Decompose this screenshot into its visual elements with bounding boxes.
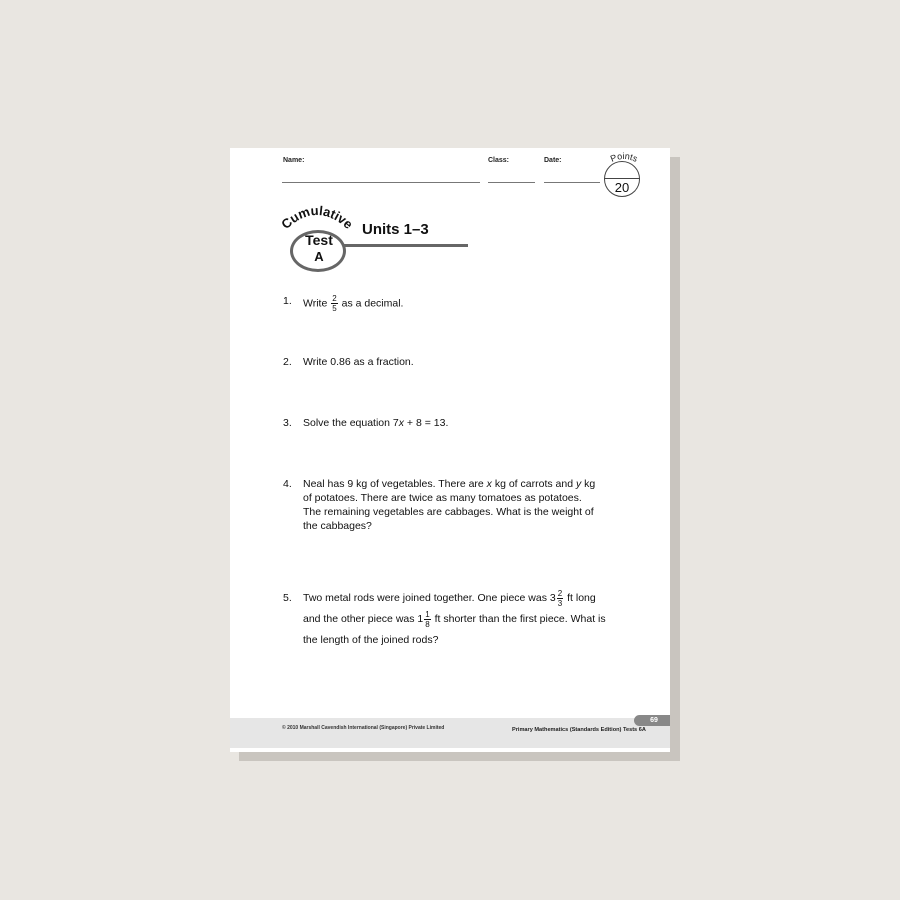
date-label: Date: [544, 157, 562, 164]
worksheet-page [230, 148, 670, 752]
test-label: Test [305, 232, 333, 248]
question-number: 2. [283, 356, 292, 368]
page-number-tab: 69 [634, 715, 670, 726]
copyright-text: © 2010 Marshall Cavendish International (Singapore) Private Limited [282, 725, 445, 731]
class-label: Class: [488, 157, 510, 164]
fraction: $\frac{1}{8}$ [425, 609, 430, 629]
class-line[interactable] [488, 182, 535, 183]
footer-bar [230, 718, 670, 748]
question-number: 3. [283, 417, 292, 429]
question-text: Write $\frac{2}{5}$ as a decimal. [303, 294, 404, 313]
fraction: $\frac{2}{3}$ [557, 588, 563, 608]
date-line[interactable] [544, 182, 600, 183]
question-number: 5. [283, 592, 292, 604]
units-title: Units 1–3 [362, 221, 429, 238]
question-text: Neal has 9 kg of vegetables. There are x kg of carrots and y kg of potatoes. There are twice as many tomatoes as potatoes. The remaining vegetables are cabbages. What is the weight of the cabbages? [303, 478, 596, 532]
book-title: Primary Mathematics (Standards Edition) Tests 6A [512, 727, 646, 733]
name-line[interactable] [282, 182, 480, 183]
fraction: $\frac{2}{5}$ [332, 294, 337, 313]
points-divider [604, 178, 640, 179]
question-number: 1. [283, 295, 292, 307]
name-label: Name: [283, 157, 305, 164]
points-value: 20 [614, 180, 630, 195]
question-text: Two metal rods were joined together. One piece was 3 $\frac{2}{3}$ ft long and the other piece was 1 $\frac{1}{8}$ ft shorter than the first piece. What is the length of the joined rods? [303, 588, 606, 646]
svg-text:Cumulative: Cumulative [278, 202, 356, 232]
question-text: Write 0.86 as a fraction. [303, 356, 414, 368]
question-text: Solve the equation 7x + 8 = 13. [303, 417, 449, 429]
test-letter: A [314, 249, 324, 264]
question-number: 4. [283, 478, 292, 490]
test-title-underline [344, 244, 468, 247]
svg-text:Points: Points [608, 150, 640, 164]
